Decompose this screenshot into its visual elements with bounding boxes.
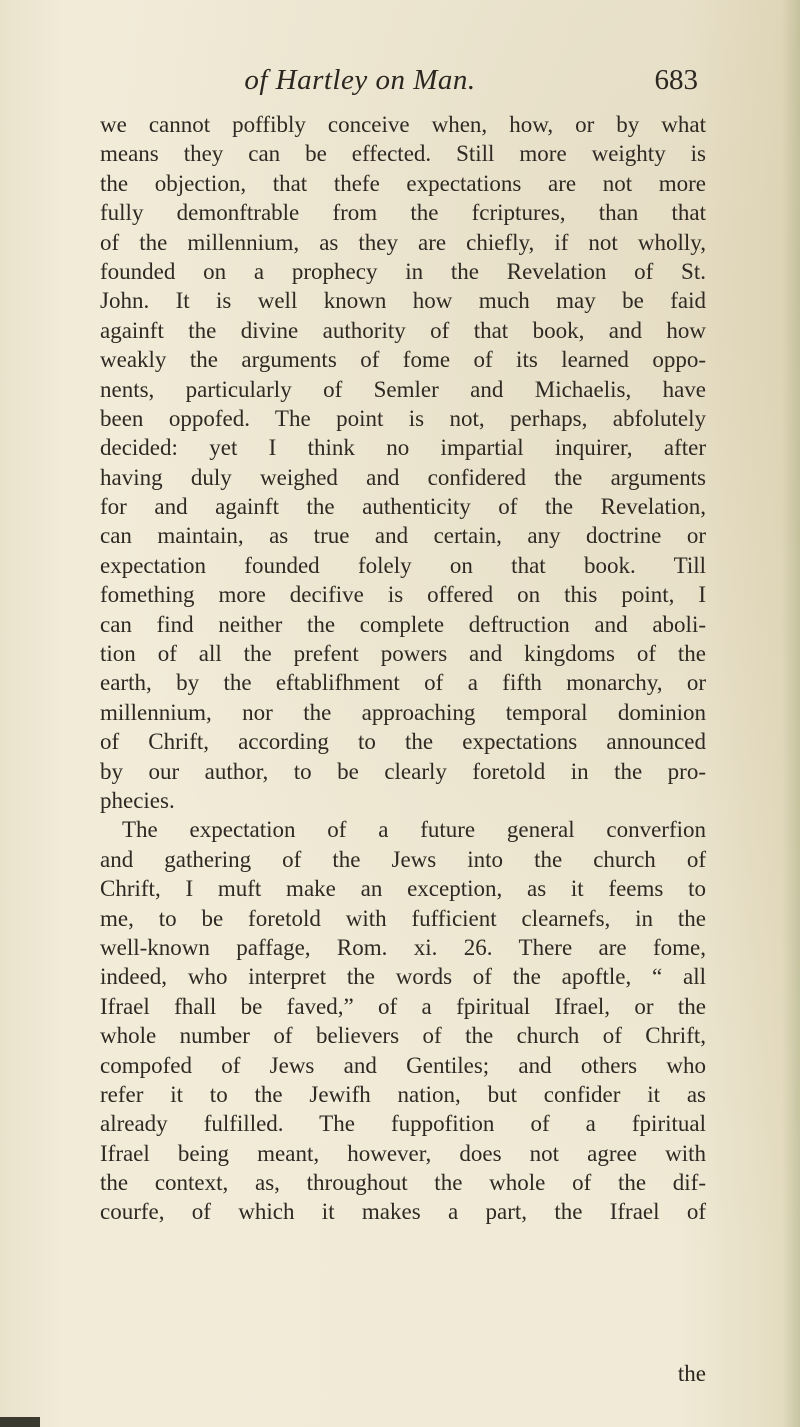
text-line: againft the divine authority of that book, and how [100,317,706,343]
text-line: decided: yet I think no impartial inquirer, after [100,435,706,461]
text-line: nents, particularly of Semler and Michaelis, have [100,376,706,402]
text-line: indeed, who interpret the words of the apoftle, “ all [100,964,706,990]
text-line: earth, by the eftablifhment of a fifth monarchy, or [100,670,706,696]
text-line: Ifrael being meant, however, does not agree with [100,1140,706,1166]
running-head: of Hartley on Man. [244,64,476,96]
text-line: by our author, to be clearly foretold in the pro- [100,758,706,784]
text-line: already fulfilled. The fuppofition of a fpiritual [100,1111,706,1137]
paragraph-start-line: The expectation of a future general converfion [122,817,706,843]
text-line: been oppofed. The point is not, perhaps, abfolutely [100,405,706,431]
text-line: can maintain, as true and certain, any doctrine or [100,523,706,549]
body-text [100,110,706,1227]
text-line: expectation founded folely on that book. Till [100,552,706,578]
text-line: compofed of Jews and Gentiles; and others who [100,1052,706,1078]
scan-corner-mark [0,1417,40,1427]
text-line: whole number of believers of the church of Chrift, [100,1023,706,1049]
text-line: for and againft the authenticity of the Revelation, [100,494,706,520]
text-line: well-known paffage, Rom. xi. 26. There are fome, [100,934,706,960]
text-line: and gathering of the Jews into the church of [100,846,706,872]
text-line: having duly weighed and confidered the arguments [100,464,706,490]
text-line: courfe, of which it makes a part, the Ifrael of [100,1199,706,1225]
text-line: Chrift, I muft make an exception, as it feems to [100,876,706,902]
text-line: weakly the arguments of fome of its learned oppo- [100,347,706,373]
text-line: John. It is well known how much may be faid [100,288,706,314]
text-line: me, to be foretold with fufficient clearnefs, in the [100,905,706,931]
catchword: the [677,1361,706,1386]
text-line: the context, as, throughout the whole of the dif- [100,1170,706,1196]
text-line: the objection, that thefe expectations are not more [100,170,706,196]
text-line: tion of all the prefent powers and kingdoms of the [100,641,706,667]
text-line: fully demonftrable from the fcriptures, than that [100,200,706,226]
page-number: 683 [654,64,698,96]
text-line: founded on a prophecy in the Revelation of St. [100,258,706,284]
paragraph-end-line: phecies. [100,787,175,813]
text-line: can find neither the complete deftruction and aboli- [100,611,706,637]
text-line: means they can be effected. Still more weighty is [100,141,706,167]
text-line: Ifrael fhall be faved,” of a fpiritual Ifrael, or the [100,993,706,1019]
text-line: of Chrift, according to the expectations announced [100,729,706,755]
text-line: refer it to the Jewifh nation, but confider it as [100,1081,706,1107]
page-edge-shadow [782,0,800,1427]
text-line: we cannot poffibly conceive when, how, or by what [100,112,706,137]
page-header [100,64,700,104]
text-line: fomething more decifive is offered on this point, I [100,582,706,608]
text-line: of the millennium, as they are chiefly, if not wholly, [100,229,706,255]
text-line: millennium, nor the approaching temporal dominion [100,699,706,725]
